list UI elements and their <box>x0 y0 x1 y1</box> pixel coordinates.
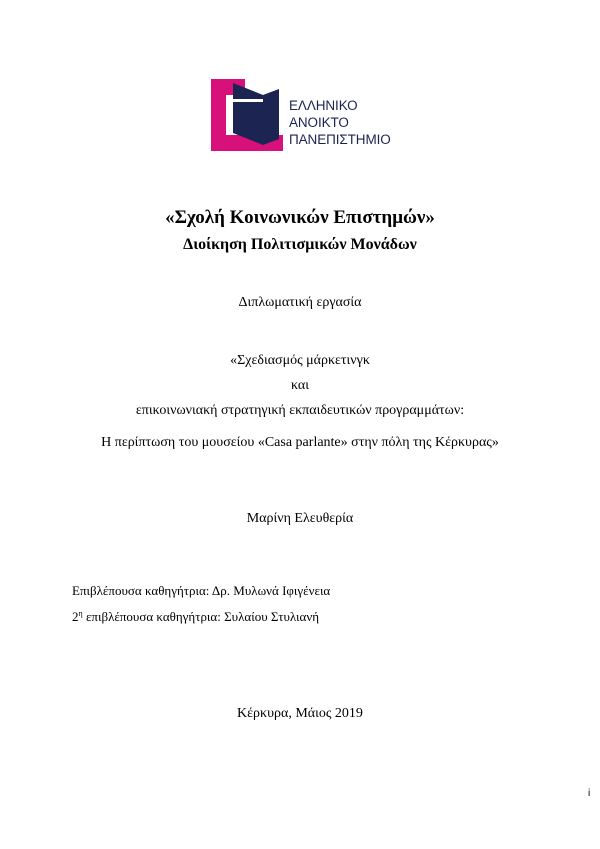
thesis-type: Διπλωματική εργασία <box>238 295 362 310</box>
school-name: «Σχολή Κοινωνικών Επιστημών» <box>165 207 435 228</box>
department-name: Διοίκηση Πολιτισμικών Μονάδων <box>183 236 417 253</box>
supervisor-2-text: επιβλέπουσα καθηγήτρια: Συλαίου Στυλιανή <box>85 609 320 624</box>
supervisor-2 <box>72 609 319 625</box>
supervisor-2-number: 2 <box>72 609 79 624</box>
logo-line-1: ΕΛΛΗΝΙΚΟ <box>289 98 358 113</box>
supervisor-1: Επιβλέπουσα καθηγήτρια: Δρ. Μυλωνά Ιφιγένεια <box>72 583 331 598</box>
title-line-1: «Σχεδιασμός μάρκετινγκ <box>230 353 370 368</box>
logo-wordmark <box>289 97 391 148</box>
title-line-2: και <box>290 378 310 393</box>
page-number: i <box>588 788 591 799</box>
university-logo <box>211 79 411 155</box>
logo-line-3: ΠΑΝΕΠΙΣΤΗΜΙΟ <box>289 132 391 147</box>
hou-logo-icon <box>211 79 283 151</box>
author-name: Μαρίνη Ελευθερία <box>246 511 354 526</box>
title-line-3: επικοινωνιακή στρατηγική εκπαιδευτικών προγραμμάτων: <box>135 403 465 418</box>
supervisor-2-ordinal: η <box>78 609 83 618</box>
logo-line-2: ΑΝΟΙΚΤΟ <box>289 115 349 130</box>
title-line-4: Η περίπτωση του μουσείου «Casa parlante» στην πόλη της Κέρκυρας» <box>101 435 499 450</box>
place-and-date: Κέρκυρα, Μάιος 2019 <box>237 706 363 721</box>
